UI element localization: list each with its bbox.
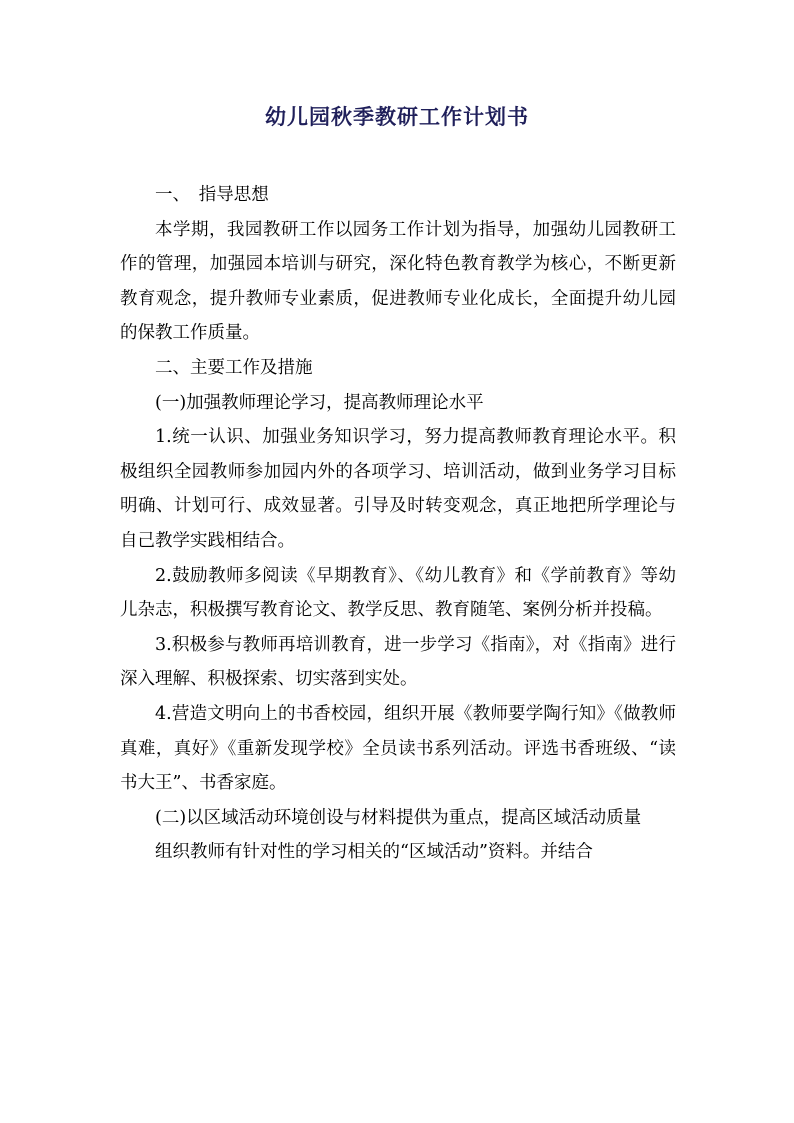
section-heading-main-work: 二、主要工作及措施 [155,357,313,378]
document-body [120,178,676,870]
paragraph-item-4: 4.营造文明向上的书香校园，组织开展《教师要学陶行知》《做教师真难，真好》《重新发现学校》全员读书系列活动。评选书香班级、“读书大王”、书香家庭。 [120,703,676,794]
paragraph-area-activity: 组织教师有针对性的学习相关的“区域活动”资料。并结合 [155,842,593,863]
section-heading-guiding-ideology: 一、 指导思想 [155,185,269,205]
paragraph-item-3: 3.积极参与教师再培训教育，进一步学习《指南》，对《指南》进行深入理解、积极探索、切实落到实处。 [120,634,676,690]
paragraph-guiding-ideology: 本学期，我园教研工作以园务工作计划为指导，加强幼儿园教研工作的管理，加强园本培训与研究，深化特色教育教学为核心，不断更新教育观念，提升教师专业素质，促进教师专业化成长，全面提升幼儿园的保教工作质量。 [120,219,676,344]
paragraph-item-1: 1.统一认识、加强业务知识学习，努力提高教师教育理论水平。积极组织全园教师参加园内外的各项学习、培训活动，做到业务学习目标明确、计划可行、成效显著。引导及时转变观念，真正地把所学理论与自己教学实践相结合。 [120,427,676,551]
subsection-heading-area-activity: (二)以区域活动环境创设与材料提供为重点，提高区域活动质量 [155,807,642,828]
document-title: 幼儿园秋季教研工作计划书 [265,104,529,129]
paragraph-item-2: 2.鼓励教师多阅读《早期教育》、《幼儿教育》和《学前教育》等幼儿杂志，积极撰写教育论文、教学反思、教育随笔、案例分析并投稿。 [120,565,676,621]
subsection-heading-theory-study: (一)加强教师理论学习，提高教师理论水平 [155,392,484,413]
